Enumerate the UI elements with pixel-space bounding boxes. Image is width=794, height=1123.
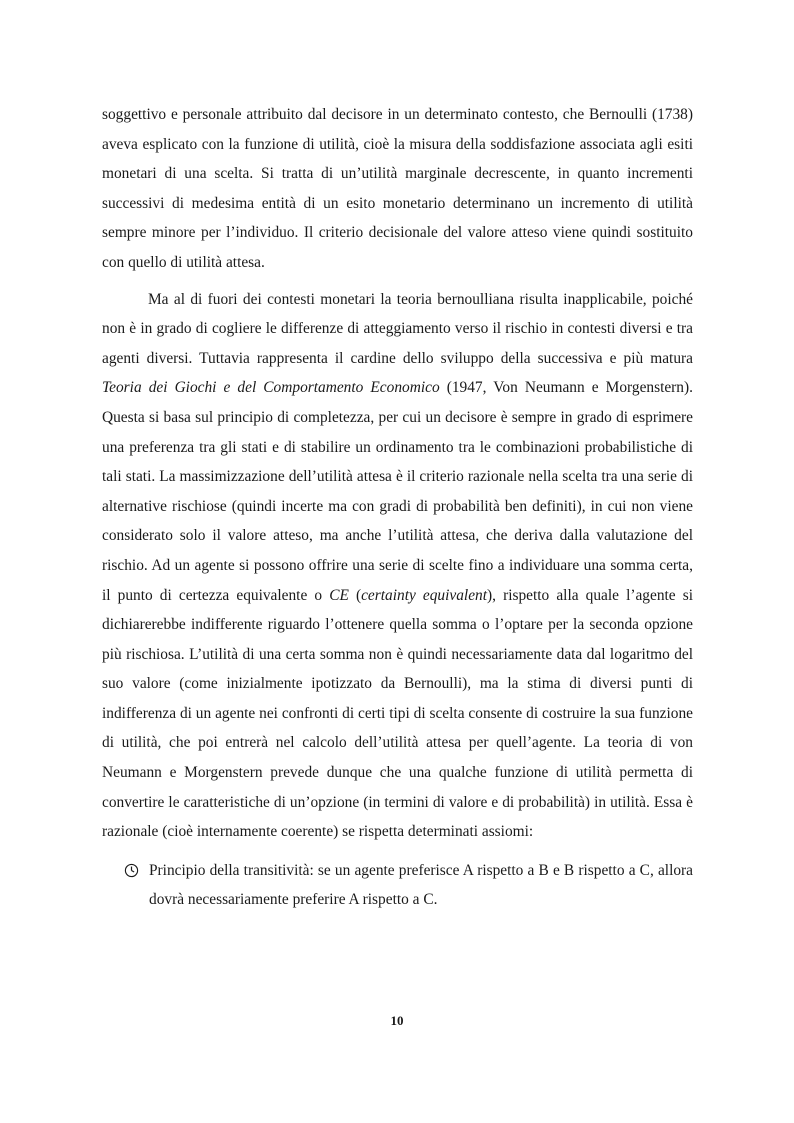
- paragraph-utility-bernoulli: soggettivo e personale attribuito dal decisore in un determinato contesto, che Bernoulli (1738) aveva esplicato con la funzione di utilità, cioè la misura della soddisfazione associata agli esiti monetari di una scelta. Si tratta di un’utilità marginale decrescente, in quanto incrementi successivi di medesima entità di un esito monetario determinano un incremento di utilità sempre minore per l’individuo. Il criterio decisionale del valore atteso viene quindi sostituito con quello di utilità attesa.: [102, 106, 693, 271]
- paragraph-von-neumann: [102, 285, 693, 847]
- ce-abbreviation: CE: [329, 586, 349, 604]
- paragraph-text-part2: (1947, Von Neumann e Morgenstern). Questa si basa sul principio di completezza, per cui un decisore è sempre in grado di esprimere una preferenza tra gli stati e di stabilire un ordinamento tra le combinazioni probabilistiche di tali stati. La massimizzazione dell’utilità attesa è il criterio razionale nella scelta tra una serie di alternative rischiose (quindi incerte ma con gradi di probabilità ben definiti), in cui non viene considerato solo il valore atteso, ma anche l’utilità attesa, che deriva dalla valutazione del rischio. Ad un agente si possono offrire una serie di scelte fino a individuare una somma certa, il punto di certezza equivalente o: [102, 379, 693, 604]
- axiom-list-item: [124, 856, 693, 915]
- paragraph-text-part1: Ma al di fuori dei contesti monetari la teoria bernoulliana risulta inapplicabile, poiché non è in grado di cogliere le differenze di atteggiamento verso il rischio in contesti diversi e tra agenti diversi. Tuttavia rappresenta il cardine dello sviluppo della successiva e più matura: [102, 290, 693, 367]
- axiom-transitivity-text: Principio della transitività: se un agente preferisce A rispetto a B e B rispetto a C, allora dovrà necessariamente preferire A rispetto a C.: [149, 861, 693, 909]
- page-body: [102, 100, 693, 915]
- clock-icon: [124, 863, 139, 878]
- book-title: Teoria dei Giochi e del Comportamento Economico: [102, 379, 440, 397]
- paragraph-text-part3: ), rispetto alla quale l’agente si dichiarerebbe indifferente riguardo l’ottenere quella somma o l’optare per la seconda opzione più rischiosa. L’utilità di una certa somma non è quindi necessariamente data dal logaritmo del suo valore (come inizialmente ipotizzato da Bernoulli), ma la stima di diversi punti di indifferenza di un agente nei confronti di certi tipi di scelta consente di costruire la sua funzione di utilità, che poi entrerà nel calcolo dell’utilità attesa per quell’agente. La teoria di von Neumann e Morgenstern prevede dunque che una qualche funzione di utilità permetta di convertire le caratteristiche di un’opzione (in termini di valore e di probabilità) in utilità. Essa è razionale (cioè internamente coerente) se rispetta determinati assiomi:: [102, 586, 693, 841]
- certainty-equivalent-term: certainty equivalent: [361, 586, 487, 604]
- page-number: 10: [390, 1013, 404, 1028]
- ce-open-paren: (: [348, 586, 362, 604]
